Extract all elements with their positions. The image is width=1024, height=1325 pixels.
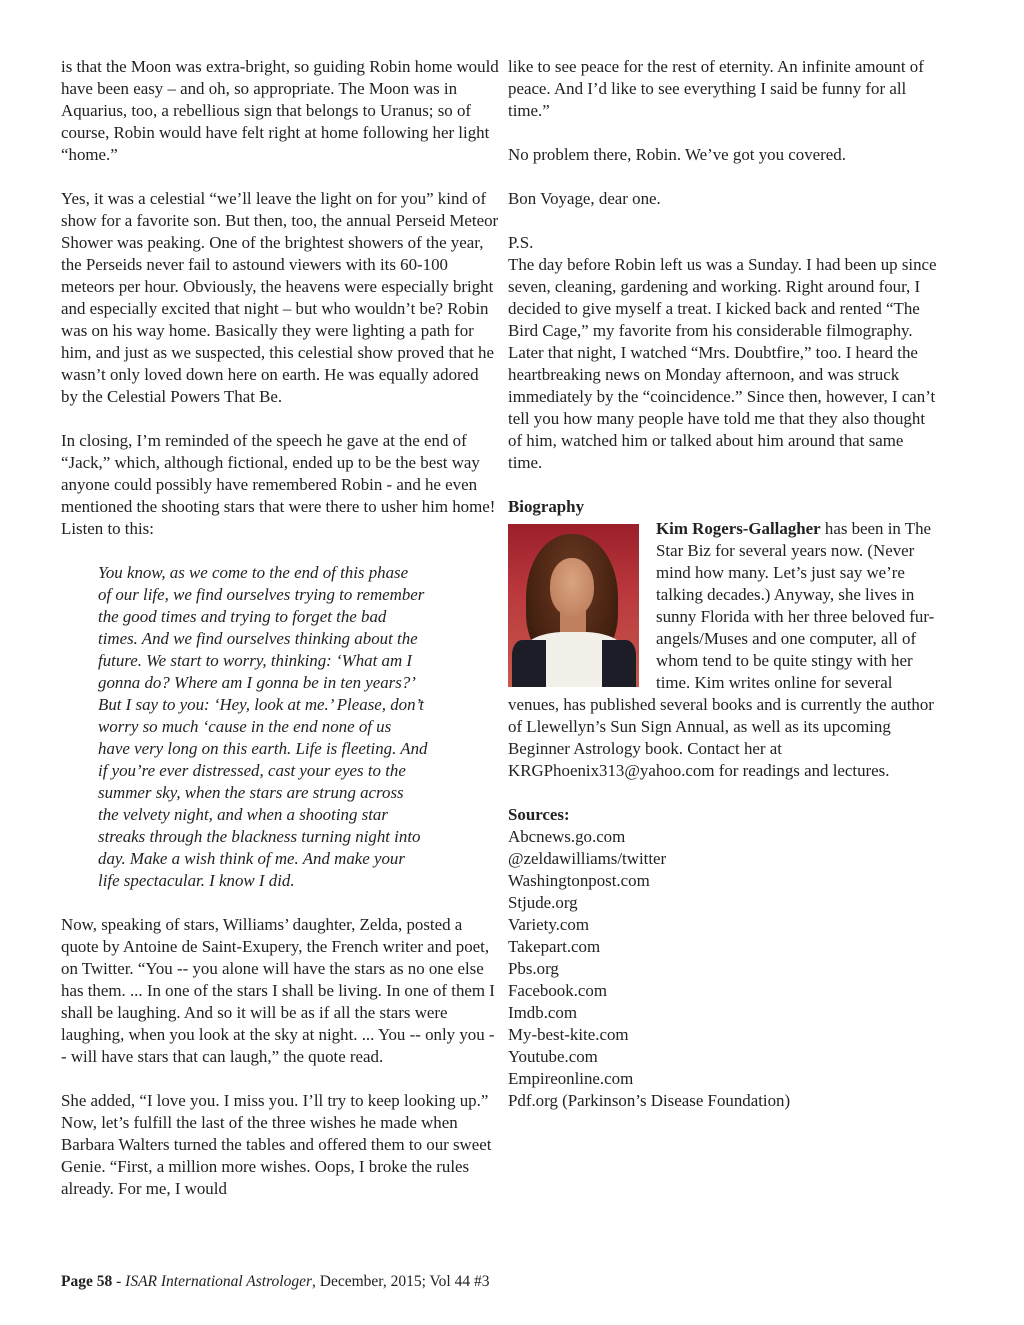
- quote-line: gonna do? Where am I gonna be in ten years?’: [98, 673, 416, 692]
- quote-line: have very long on this earth. Life is fleeting. And: [98, 739, 428, 758]
- author-photo: [508, 524, 639, 687]
- source-item: Stjude.org: [508, 893, 578, 912]
- quote-line: times. And we find ourselves thinking about the: [98, 629, 418, 648]
- footer-separator: -: [112, 1273, 126, 1290]
- source-item: @zeldawilliams/twitter: [508, 849, 667, 868]
- quote-line: streaks through the blackness turning night into: [98, 827, 421, 846]
- left-column: [61, 56, 499, 1222]
- source-item: Empireonline.com: [508, 1069, 634, 1088]
- quote-line: day. Make a wish think of me. And make your: [98, 849, 405, 868]
- biography-block: [508, 518, 940, 782]
- ps-paragraph: The day before Robin left us was a Sunday. I had been up since seven, cleaning, gardening and working. Right around four, I decided to give myself a treat. I kicked back and rented “The Bird Cage,” my favorite from his considerable filmography. Later that night, I watched “Mrs. Doubtfire,” too. I heard the heartbreaking news on Monday afternoon, and was struck immediately by the “coincidence.” Since then, however, I can’t tell you how many people have told me that they also thought of him, watched him or talked about him around that same time.: [508, 255, 937, 472]
- quote-line: But I say to you: ‘Hey, look at me.’ Please, don’t: [98, 695, 424, 714]
- source-item: Youtube.com: [508, 1047, 598, 1066]
- source-item: Facebook.com: [508, 981, 607, 1000]
- page-number: Page 58: [61, 1273, 113, 1290]
- biography-body: has been in The Star Biz for several years now. (Never mind how many. Let’s just say we’re talking decades.) Anyway, she lives in sunny Florida with her three beloved fur-angels/Muses and one computer, all of whom tend to be quite stingy with her time. Kim writes online for several venues, has published several books and is currently the author of Llewellyn’s Sun Sign Annual, as well as its upcoming Beginner Astrology book. Contact her at KRGPhoenix313@yahoo.com for readings and lectures.: [508, 519, 935, 780]
- source-item: Takepart.com: [508, 937, 601, 956]
- author-name: Kim Rogers-Gallagher: [656, 519, 821, 538]
- quote-line: You know, as we come to the end of this phase: [98, 563, 409, 582]
- source-item: Pdf.org (Parkinson’s Disease Foundation): [508, 1091, 791, 1110]
- source-item: Abcnews.go.com: [508, 827, 626, 846]
- biography-heading: Biography: [508, 497, 585, 516]
- right-paragraph-3: Bon Voyage, dear one.: [508, 189, 661, 208]
- right-paragraph-1: like to see peace for the rest of eternity. An infinite amount of peace. And I’d like to see everything I said be funny for all time.”: [508, 57, 924, 120]
- source-item: Washingtonpost.com: [508, 871, 650, 890]
- left-paragraph-5: She added, “I love you. I miss you. I’ll try to keep looking up.” Now, let’s fulfill the last of the three wishes he made when Barbara Walters turned the tables and offered them to our sweet Genie. “First, a million more wishes. Oops, I broke the rules already. For me, I would: [61, 1091, 492, 1198]
- quote-line: life spectacular. I know I did.: [98, 871, 295, 890]
- quote-line: if you’re ever distressed, cast your eyes to the: [98, 761, 406, 780]
- jack-speech-quote: [98, 562, 493, 892]
- source-item: Variety.com: [508, 915, 589, 934]
- issue-details: , December, 2015; Vol 44 #3: [312, 1273, 490, 1290]
- sources-list: [508, 826, 940, 1112]
- quote-line: future. We start to worry, thinking: ‘What am I: [98, 651, 413, 670]
- source-item: My-best-kite.com: [508, 1025, 629, 1044]
- quote-line: the velvety night, and when a shooting star: [98, 805, 388, 824]
- quote-line: the good times and trying to forget the bad: [98, 607, 387, 626]
- quote-line: worry so much ‘cause in the end none of us: [98, 717, 392, 736]
- right-column: [508, 56, 940, 1112]
- source-item: Imdb.com: [508, 1003, 577, 1022]
- left-paragraph-2: Yes, it was a celestial “we’ll leave the light on for you” kind of show for a favorite son. But then, too, the annual Perseid Meteor Shower was peaking. One of the brightest showers of the year, the Perseids never fail to astound viewers with its 60-100 meteors per hour. Obviously, the heavens were especially bright and especially excited that night – but who wouldn’t be? Robin was on his way home. Basically they were lighting a path for him, and just as we suspected, this celestial show proved that he wasn’t only loved down here on earth. He was equally adored by the Celestial Powers That Be.: [61, 189, 499, 406]
- ps-label: P.S.: [508, 233, 534, 252]
- left-paragraph-1: is that the Moon was extra-bright, so guiding Robin home would have been easy – and oh, so appropriate. The Moon was in Aquarius, too, a rebellious sign that belongs to Uranus; so of course, Robin would have felt right at home following her light “home.”: [61, 57, 499, 164]
- quote-line: summer sky, when the stars are strung across: [98, 783, 404, 802]
- publication-title: ISAR International Astrologer: [125, 1273, 313, 1290]
- right-paragraph-2: No problem there, Robin. We’ve got you covered.: [508, 145, 846, 164]
- left-paragraph-4: Now, speaking of stars, Williams’ daughter, Zelda, posted a quote by Antoine de Saint-Exupery, the French writer and poet, on Twitter. “You -- you alone will have the stars as no one else has them. ... In one of the stars I shall be living. In one of them I shall be laughing. And so it will be as if all the stars were laughing, when you look at the sky at night. ... You -- only you -- will have stars that can laugh,” the quote read.: [61, 915, 495, 1066]
- left-paragraph-3: In closing, I’m reminded of the speech he gave at the end of “Jack,” which, although fictional, ended up to be the best way anyone could possibly have remembered Robin - and he even mentioned the shooting stars that were there to usher him home! Listen to this:: [61, 431, 496, 538]
- page-footer: [61, 1272, 489, 1292]
- sources-heading: Sources:: [508, 805, 570, 824]
- quote-line: of our life, we find ourselves trying to remember: [98, 585, 425, 604]
- source-item: Pbs.org: [508, 959, 559, 978]
